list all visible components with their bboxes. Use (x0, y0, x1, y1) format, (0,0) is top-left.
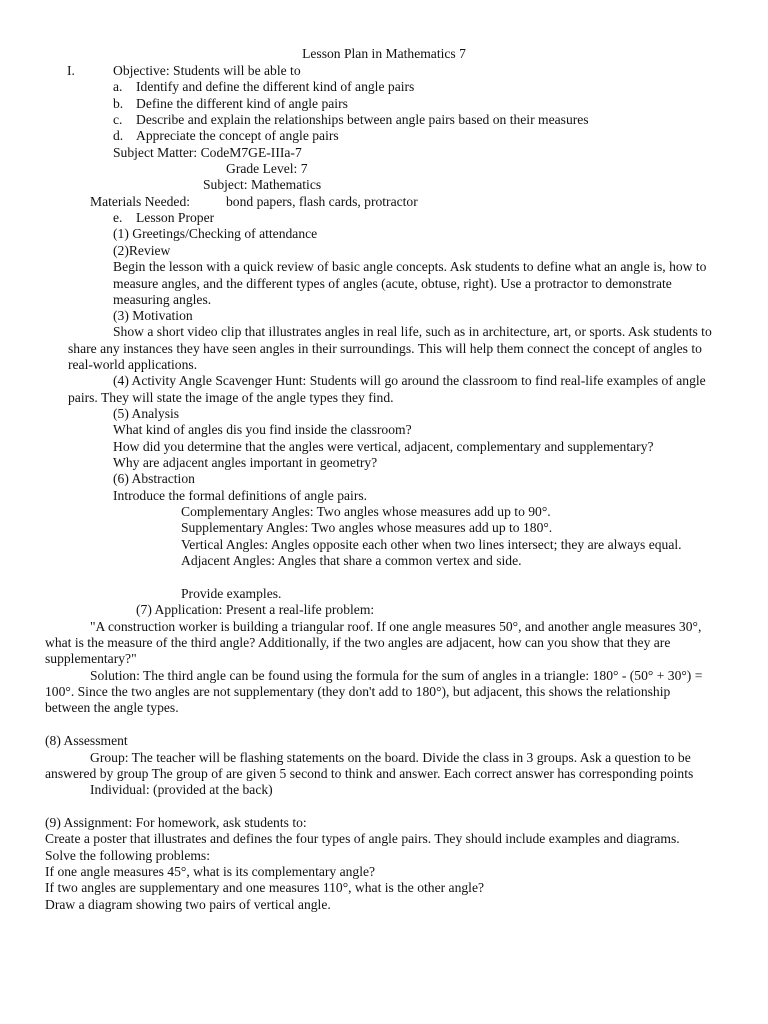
objective-item: Identify and define the different kind of angle pairs (136, 79, 415, 94)
motivation-text-line: real-world applications. (68, 357, 198, 372)
subject-matter: Subject Matter: CodeM7GE-IIIa-7 (113, 145, 302, 160)
grade-level: Grade Level: 7 (226, 161, 308, 176)
objective-marker: c. (113, 112, 123, 127)
problem-text-line: "A construction worker is building a triangular roof. If one angle measures 50°, and another angle measures 30°, (90, 619, 702, 634)
objective-marker: d. (113, 128, 124, 143)
review-text-line: measure angles, and the different types of angles (acute, obtuse, right). Use a protractor to demonstrate (113, 276, 672, 291)
objective-heading: Objective: Students will be able to (113, 63, 301, 78)
motivation-text-line: share any instances they have seen angles in their surroundings. This will help them connect the concept of angles to (68, 341, 702, 356)
assignment-line: If two angles are supplementary and one measures 110°, what is the other angle? (45, 880, 485, 895)
provide-examples: Provide examples. (181, 586, 282, 601)
motivation-heading: (3) Motivation (113, 308, 193, 323)
lesson-proper-marker: e. (113, 210, 123, 225)
assignment-line: Draw a diagram showing two pairs of vertical angle. (45, 897, 331, 912)
analysis-question: How did you determine that the angles were vertical, adjacent, complementary and supplementary? (113, 439, 654, 454)
subject: Subject: Mathematics (203, 177, 322, 192)
definition-item: Supplementary Angles: Two angles whose measures add up to 180°. (181, 520, 553, 535)
abstraction-intro: Introduce the formal definitions of angle pairs. (113, 488, 368, 503)
objective-item: Appreciate the concept of angle pairs (136, 128, 339, 143)
abstraction-heading: (6) Abstraction (113, 471, 195, 486)
materials-value: bond papers, flash cards, protractor (226, 194, 418, 209)
motivation-text-line: Show a short video clip that illustrates angles in real life, such as in architecture, art, or sports. Ask students to (113, 324, 712, 339)
analysis-question: What kind of angles dis you find inside the classroom? (113, 422, 412, 437)
activity-text-line: pairs. They will state the image of the angle types they find. (68, 390, 394, 405)
assignment-line: Solve the following problems: (45, 848, 210, 863)
problem-text-line: what is the measure of the third angle? Additionally, if the two angles are adjacent, how can you show that they are (45, 635, 671, 650)
assessment-group-line: Group: The teacher will be flashing statements on the board. Divide the class in 3 groups. Ask a question to be (90, 750, 691, 765)
assessment-group-line: answered by group The group of are given 5 second to think and answer. Each correct answer has corresponding points (45, 766, 694, 781)
definition-item: Vertical Angles: Angles opposite each other when two lines intersect; they are always equal. (181, 537, 682, 552)
assessment-heading: (8) Assessment (45, 733, 128, 748)
assignment-line: If one angle measures 45°, what is its complementary angle? (45, 864, 376, 879)
application-heading: (7) Application: Present a real-life problem: (136, 602, 375, 617)
activity-text-line: (4) Activity Angle Scavenger Hunt: Students will go around the classroom to find real-life examples of angle (113, 373, 706, 388)
objective-item: Define the different kind of angle pairs (136, 96, 348, 111)
analysis-question: Why are adjacent angles important in geometry? (113, 455, 378, 470)
objective-item: Describe and explain the relationships between angle pairs based on their measures (136, 112, 589, 127)
objective-marker: a. (113, 79, 123, 94)
lesson-proper-heading: Lesson Proper (136, 210, 215, 225)
analysis-heading: (5) Analysis (113, 406, 180, 421)
definition-item: Adjacent Angles: Angles that share a common vertex and side. (181, 553, 522, 568)
review-text-line: measuring angles. (113, 292, 212, 307)
assignment-line: Create a poster that illustrates and defines the four types of angle pairs. They should include examples and diagrams. (45, 831, 680, 846)
objective-marker: b. (113, 96, 124, 111)
greetings: (1) Greetings/Checking of attendance (113, 226, 318, 241)
solution-text-line: 100°. Since the two angles are not supplementary (they don't add to 180°), but adjacent, this shows the relationship (45, 684, 671, 699)
review-text-line: Begin the lesson with a quick review of basic angle concepts. Ask students to define what an angle is, how to (113, 259, 707, 274)
review-heading: (2)Review (113, 243, 171, 258)
solution-text-line: Solution: The third angle can be found using the formula for the sum of angles in a triangle: 180° - (50° + 30°) = (90, 668, 703, 683)
solution-text-line: between the angle types. (45, 700, 179, 715)
materials-label: Materials Needed: (90, 194, 191, 209)
assignment-heading: (9) Assignment: For homework, ask students to: (45, 815, 307, 830)
definition-item: Complementary Angles: Two angles whose measures add up to 90°. (181, 504, 551, 519)
assessment-individual: Individual: (provided at the back) (90, 782, 273, 797)
problem-text-line: supplementary?" (45, 651, 137, 666)
section-number: I. (67, 63, 75, 78)
document-title: Lesson Plan in Mathematics 7 (302, 46, 466, 61)
